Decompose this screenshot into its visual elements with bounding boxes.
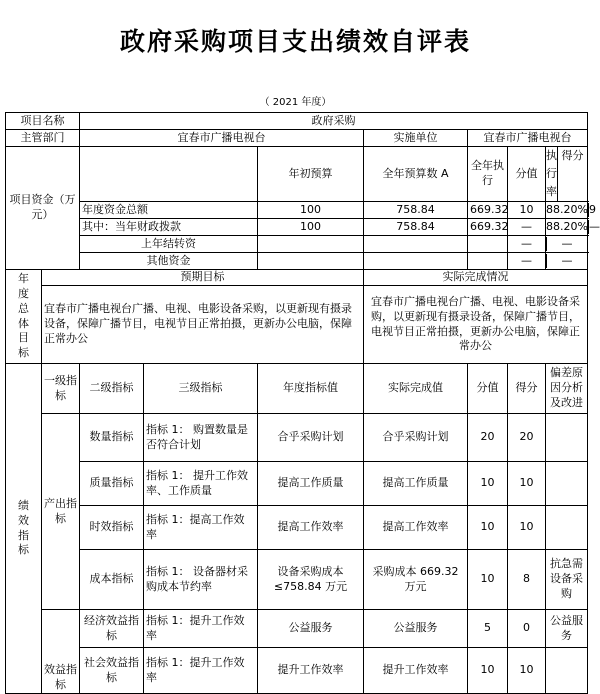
indicator-row (6, 414, 588, 462)
funds-header: 执行率 (546, 147, 558, 201)
indicator-target: 合乎采购计划 (258, 414, 364, 462)
indicator-actual: 合乎采购计划 (364, 414, 468, 462)
funds-cell (468, 236, 508, 253)
indicator-l2: 质量指标 (80, 462, 144, 506)
indicator-l2: 经济效益指标 (80, 610, 144, 648)
indicator-header: 实际完成值 (364, 364, 468, 414)
funds-cell (468, 253, 508, 270)
impl-label: 实施单位 (364, 130, 468, 147)
indicator-got: 8 (508, 550, 546, 610)
funds-cell (258, 236, 364, 253)
indicator-row (6, 506, 588, 550)
indicator-score: 10 (468, 506, 508, 550)
funds-cell: 758.84 (364, 202, 468, 219)
funds-row (6, 219, 588, 236)
indicator-l3: 指标 1：提高工作效率 (144, 506, 258, 550)
funds-cell: — (508, 219, 546, 236)
indicator-got: 0 (508, 610, 546, 648)
funds-cell: 100 (258, 202, 364, 219)
indicator-score: 5 (468, 610, 508, 648)
goals-actual-text: 宜春市广播电视台广播、电视、电影设备采购，以更新现有摄录设备，保障广播节目，电视节目正常拍摄，更新办公电脑，保障正常办公 (364, 286, 588, 364)
indicator-reason (546, 462, 588, 506)
indicator-actual: 提升工作效率 (364, 648, 468, 694)
indicator-actual: 提高工作效率 (364, 506, 468, 550)
indicator-l3: 指标 1：提升工作效率 (144, 610, 258, 648)
funds-cell: 9 (588, 202, 596, 216)
indicator-target: 设备采购成本≤758.84 万元 (258, 550, 364, 610)
funds-cell: 669.32 (468, 202, 508, 219)
indicator-got: 10 (508, 506, 546, 550)
indicator-row (6, 550, 588, 610)
funds-row-name: 上年结转资 (80, 236, 258, 253)
funds-cell: 10 (508, 202, 546, 219)
funds-cell (258, 253, 364, 270)
indicator-reason: 公益服务 (546, 610, 588, 648)
goals-content-row (6, 286, 588, 364)
indicator-l3: 指标 1：提升工作效率 (144, 648, 258, 694)
indicator-got: 10 (508, 462, 546, 506)
indicator-target: 提高工作效率 (258, 506, 364, 550)
indicator-target: 提升工作效率 (258, 648, 364, 694)
dept-value: 宜春市广播电视台 (80, 130, 364, 147)
funds-cell: 88.20% (546, 202, 588, 216)
indicator-row (6, 610, 588, 648)
funds-header: 分值 (508, 147, 546, 202)
goals-expected-text: 宜春市广播电视台广播、电视、电影设备采购，以更新现有摄录设备，保障广播节目，电视节目正常拍摄，更新办公电脑，保障正常办公 (42, 286, 364, 364)
project-name-label: 项目名称 (6, 113, 80, 130)
indicator-actual: 采购成本 669.32 万元 (364, 550, 468, 610)
funds-row (6, 236, 588, 253)
project-name-row (6, 113, 588, 130)
funds-cell (364, 253, 468, 270)
goals-label: 年度总体目标 (18, 271, 29, 360)
goals-expected-header: 预期目标 (42, 270, 364, 286)
benefit-indicator-label: 效益指标 (42, 610, 80, 694)
funds-header: 全年预算数 A (364, 147, 468, 202)
funds-row-name: 年度资金总额 (80, 202, 258, 219)
indicator-reason: 抗急需设备采购 (546, 550, 588, 610)
funds-cell: 88.20% (546, 219, 588, 233)
funds-row-name: 其中：当年财政拨款 (80, 219, 258, 236)
indicator-header: 二级指标 (80, 364, 144, 414)
goals-header-row (6, 270, 588, 286)
indicator-score: 10 (468, 648, 508, 694)
evaluation-table (5, 112, 600, 694)
funds-cell: 669.32 (468, 219, 508, 236)
indicator-score: 10 (468, 462, 508, 506)
report-year: （ 2021 年度） (259, 97, 332, 108)
indicator-header: 年度指标值 (258, 364, 364, 414)
funds-cell: — (508, 236, 546, 253)
indicator-header: 得分 (508, 364, 546, 414)
funds-row-name: 其他资金 (80, 253, 258, 270)
indicator-reason (546, 506, 588, 550)
funds-header: 得分 (561, 149, 584, 162)
indicator-row (6, 648, 588, 694)
indicator-reason (546, 648, 588, 694)
funds-cell: — (508, 253, 546, 270)
funds-row (6, 253, 588, 270)
indicator-l2: 社会效益指标 (80, 648, 144, 694)
funds-cell: — (588, 219, 600, 233)
indicator-actual: 提高工作质量 (364, 462, 468, 506)
indicator-header: 偏差原因分析及改进 (546, 364, 588, 414)
indicator-header: 分值 (468, 364, 508, 414)
funds-header: 全年执行 (468, 147, 508, 202)
dept-label: 主管部门 (6, 130, 80, 147)
funds-row (6, 202, 588, 219)
indicator-header-row (6, 364, 588, 414)
indicator-l3: 指标 1： 设备器材采购成本节约率 (144, 550, 258, 610)
indicator-score: 20 (468, 414, 508, 462)
indicator-l3: 指标 1： 购置数量是否符合计划 (144, 414, 258, 462)
funds-cell: 100 (258, 219, 364, 236)
funds-cell: — (561, 236, 573, 250)
indicator-got: 10 (508, 648, 546, 694)
indicator-header: 三级指标 (144, 364, 258, 414)
indicator-l2: 数量指标 (80, 414, 144, 462)
funds-label: 项目资金（万元） (6, 147, 80, 270)
indicator-l2: 成本指标 (80, 550, 144, 610)
goals-actual-header: 实际完成情况 (364, 270, 588, 286)
project-name-value: 政府采购 (80, 113, 588, 130)
indicator-actual: 公益服务 (364, 610, 468, 648)
output-indicator-label: 产出指标 (42, 414, 80, 610)
indicator-l2: 时效指标 (80, 506, 144, 550)
funds-header-row (6, 147, 588, 202)
department-row (6, 130, 588, 147)
indicator-target: 公益服务 (258, 610, 364, 648)
page-title: 政府采购项目支出绩效自评表 (119, 27, 471, 56)
funds-cell: — (561, 253, 573, 267)
indicator-got: 20 (508, 414, 546, 462)
funds-cell: 758.84 (364, 219, 468, 236)
indicator-row (6, 462, 588, 506)
funds-cell (364, 236, 468, 253)
indicator-target: 提高工作质量 (258, 462, 364, 506)
indicator-reason (546, 414, 588, 462)
indicators-section-label: 绩效指标 (18, 498, 29, 557)
funds-header: 年初预算 (258, 147, 364, 202)
impl-value: 宜春市广播电视台 (468, 130, 588, 147)
indicator-header: 一级指标 (42, 364, 80, 414)
indicator-score: 10 (468, 550, 508, 610)
indicator-l3: 指标 1： 提升工作效率、工作质量 (144, 462, 258, 506)
